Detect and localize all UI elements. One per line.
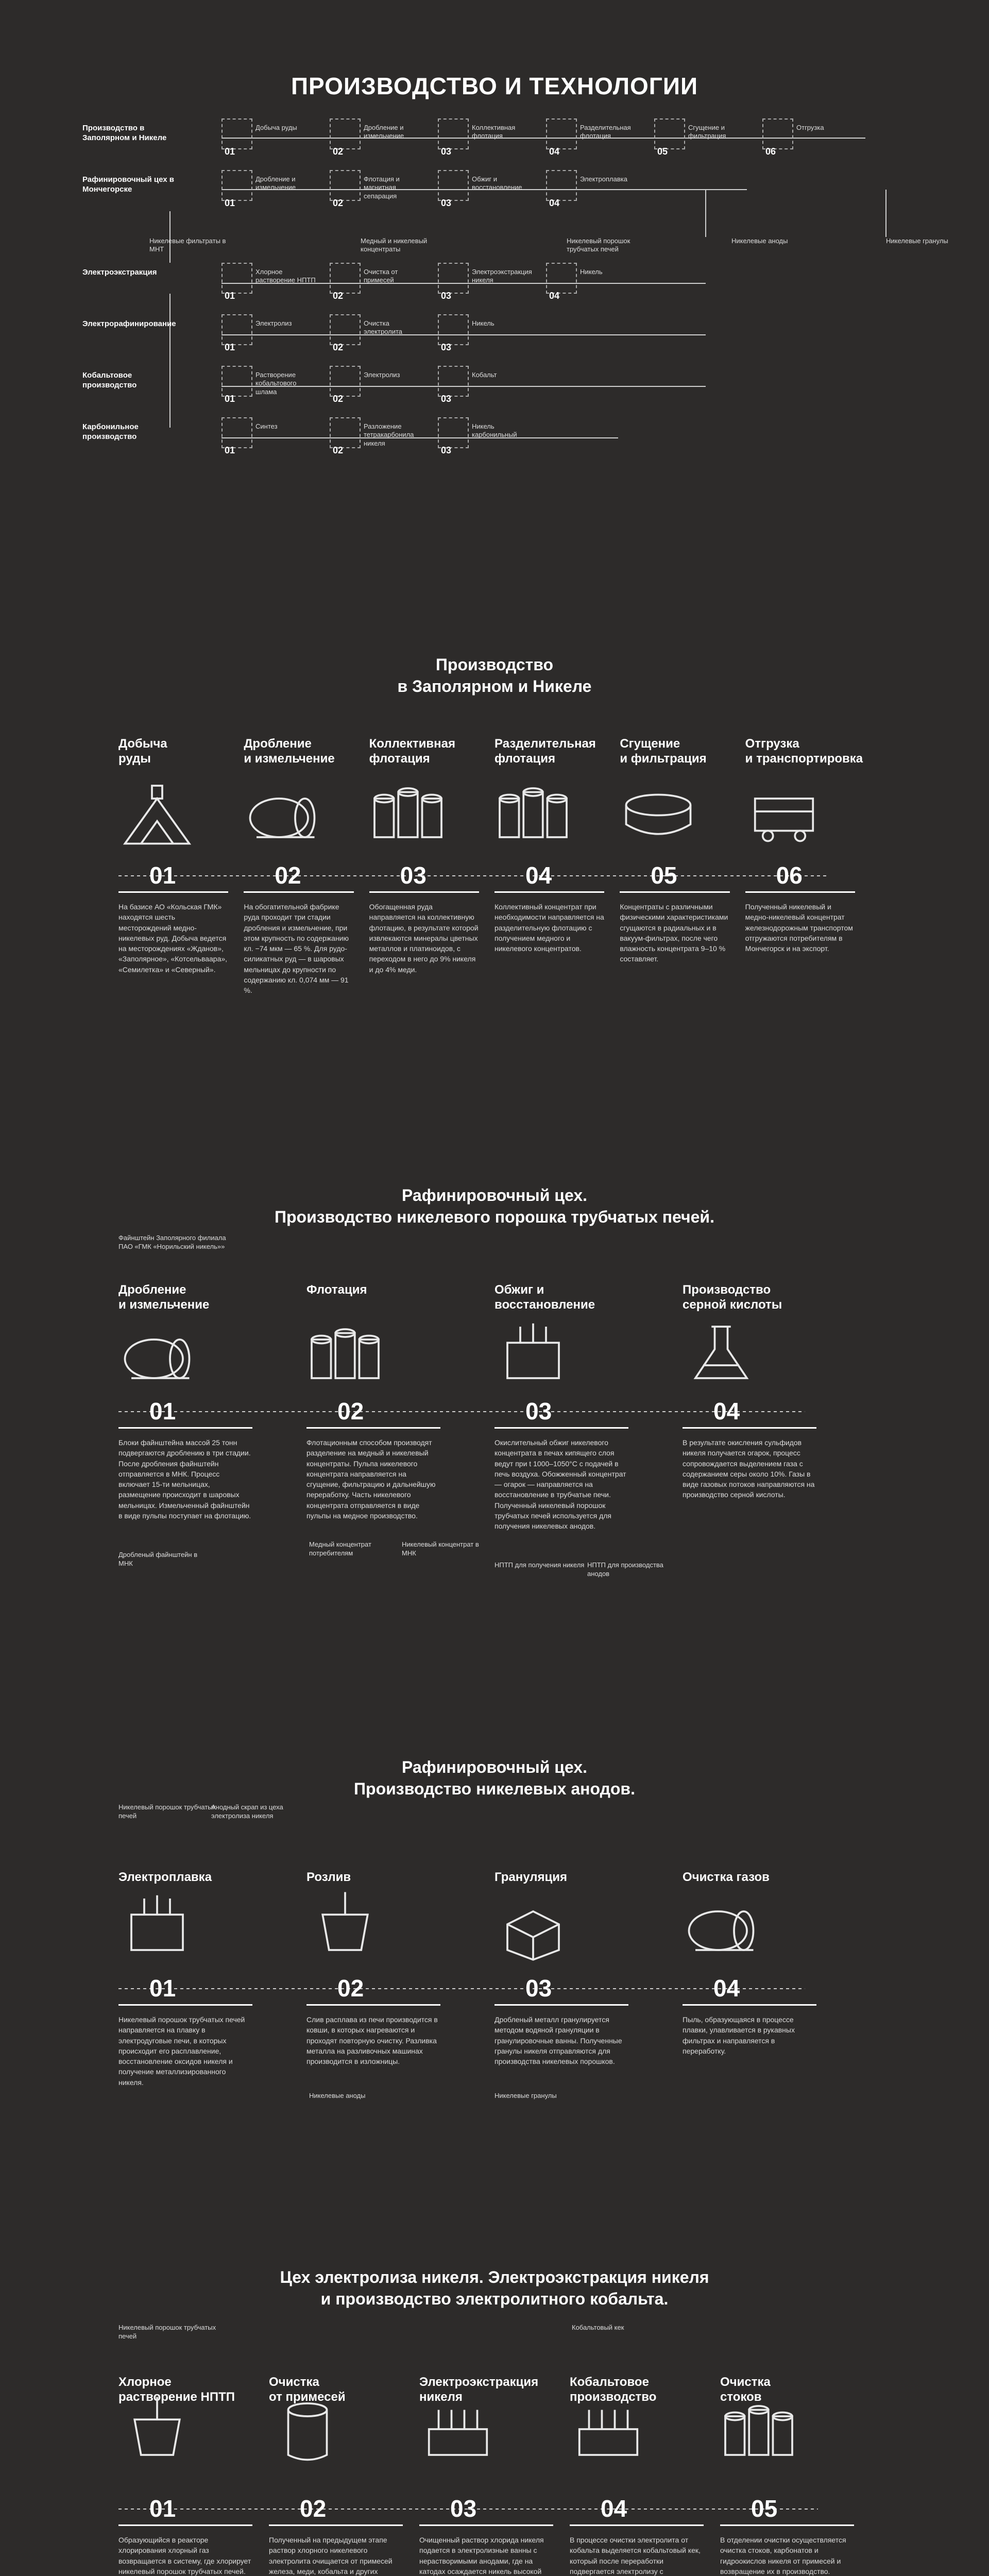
overview-step-label: Флотация и магнитная сепарация	[364, 175, 400, 200]
stage-icon	[720, 2391, 797, 2470]
stage-number: 04	[713, 1975, 740, 2002]
overview-step-icon	[221, 263, 252, 294]
stage-description: Образующийся в реакторе хлорирования хлорный газ возвращается в систему, где хлорирует никелевый порошок трубчатых печей.	[118, 2536, 251, 2575]
stage-number-box	[269, 2494, 403, 2526]
overview-step-number: 01	[225, 146, 235, 157]
overview-step-label: Хлорное растворение НПТП	[255, 268, 316, 284]
overview-step-label: Электролиз	[255, 319, 292, 327]
overview-note: Никелевые фильтраты в МНТ	[149, 237, 226, 253]
overview-step-label: Кобальт	[472, 371, 497, 379]
overview-step	[438, 170, 536, 206]
overview-row-label: Рафинировочный цех в Мончегорске	[82, 175, 174, 194]
stage-number: 01	[149, 2495, 176, 2522]
stage-description: Окислительный обжиг никелевого концентрата в печах кипящего слоя ведут при t 1000–1050°С с подачей в печь воздуха. Обожженный концентрат — огарок — направляется на восстановление в трубчатые печи. Полученный никелевый порошок трубчатых печей используется для получения никелевых анодов.	[494, 1438, 626, 1531]
stage-description: Полученный никелевый и медно-никелевый концентрат железнодорожным транспортом отгружаются потребителям в Мончегорск и на экспорт.	[745, 903, 853, 953]
output-note: НПТП для получения никеля	[494, 1561, 585, 1569]
stage-title: Грануляция	[494, 1870, 567, 1884]
stage-number: 06	[776, 862, 803, 889]
stage-description: Блоки файнштейна массой 25 тонн подвергаются дроблению в три стадии. После дробления файнштейн отправляется в МНК. Процесс включает 15-ти мельницах, размещение происходит в шаровых мельницах. Измельченный файнштейн в виде пульпы поступает на флотацию.	[118, 1438, 251, 1520]
overview-step-icon	[221, 314, 252, 345]
overview-step-label: Сгущение и фильтрация	[688, 124, 726, 140]
stage-number: 01	[149, 862, 176, 889]
section-anodes	[0, 1803, 989, 2123]
overview-row-label: Электрорафинирование	[82, 319, 176, 328]
stage-number-box	[118, 2494, 252, 2526]
stage-description: В процессе очистки электролита от кобальта выделяется кобальтовый кек, который после переработки подвергается электролизу с	[570, 2536, 701, 2575]
stage-title: Флотация	[306, 1283, 367, 1297]
overview-step-number: 02	[333, 146, 344, 157]
overview-step-icon	[654, 118, 685, 149]
overview-step-icon	[438, 118, 469, 149]
stage-number: 02	[300, 2495, 327, 2522]
overview-step-label: Дробление и измельчение	[255, 175, 296, 192]
stage-number: 04	[713, 1398, 740, 1425]
section-refinery-powder	[0, 1273, 989, 1592]
stage-title: Очистка стоков	[720, 2375, 771, 2404]
section-title-zapolyarny: Производство в Заполярном и Никеле	[397, 655, 592, 696]
stage-title: Кобальтовое производство	[570, 2375, 657, 2404]
stage-icon	[419, 2391, 497, 2470]
overview-step-number: 03	[441, 394, 452, 404]
stage-title: Хлорное растворение НПТП	[118, 2375, 235, 2404]
overview-step	[330, 263, 428, 299]
output-note: Никелевый концентрат в МНК	[402, 1540, 479, 1557]
overview-step-label: Электроэкстракция никеля	[472, 268, 532, 284]
stage-description: Полученный на предыдущем этапе раствор хлорного никелевого электролита очищается от примесей железа, меди, кобальта и других	[269, 2536, 393, 2575]
overview-step-icon	[330, 170, 361, 201]
overview-note: Медный и никелевый концентраты	[361, 237, 428, 253]
stage-number: 02	[275, 862, 301, 889]
input-note: Никелевый порошок трубчатых печей	[118, 2324, 216, 2340]
overview-step-number: 01	[225, 445, 235, 455]
overview-step-icon	[330, 263, 361, 294]
overview-step-icon	[330, 314, 361, 345]
overview-step	[221, 417, 319, 453]
section-title-anodes: Рафинировочный цех. Производство никелевых анодов.	[354, 1758, 635, 1798]
stage-number-box	[118, 1973, 252, 2006]
overview-step-number: 01	[225, 342, 235, 352]
stage-number-box	[369, 860, 479, 893]
overview-step-icon	[330, 417, 361, 448]
overview-step-icon	[546, 263, 577, 294]
stage-icon	[570, 2391, 647, 2470]
stage-number-box	[720, 2494, 854, 2526]
overview-step	[330, 170, 428, 206]
overview-step-label: Добыча руды	[255, 124, 297, 131]
overview-step	[221, 314, 319, 350]
stage-description: Пыль, образующаяся в процессе плавки, улавливается в рукавных фильтрах и направляется в переработку.	[683, 2015, 795, 2055]
stage-number: 01	[149, 1975, 176, 2002]
stage-number: 03	[525, 1398, 552, 1425]
overview-step	[546, 118, 644, 155]
overview-step-number: 02	[333, 342, 344, 352]
stage-description: Коллективный концентрат при необходимости направляется на разделительную флотацию с получением медного и никелевого концентратов.	[494, 903, 604, 953]
overview-step-icon	[330, 118, 361, 149]
overview-step	[762, 118, 860, 155]
overview-step	[438, 366, 536, 402]
section-title-refinery-powder: Рафинировочный цех. Производство никелевого порошка трубчатых печей.	[275, 1186, 714, 1226]
stage-number: 03	[525, 1975, 552, 2002]
stage-number-box	[118, 1396, 252, 1429]
stage-description: На обогатительной фабрике руда проходит три стадии дробления и измельчение, при этом крупность по содержанию кл. −74 мкм — 65 %. Для рудо-силикатных руд — в шаровых мельницах до крупности по содержанию кл. 0,074 мм — 91 %.	[244, 903, 349, 995]
overview-step	[221, 118, 319, 155]
overview-step-icon	[762, 118, 793, 149]
stage-title: Очистка газов	[683, 1870, 770, 1884]
overview-step-number: 02	[333, 198, 344, 208]
overview-step-number: 06	[765, 146, 776, 157]
overview-step	[221, 170, 319, 206]
overview-step	[546, 263, 644, 299]
stage-number: 03	[450, 2495, 477, 2522]
stage-number: 04	[525, 862, 552, 889]
overview-step-icon	[438, 417, 469, 448]
stage-icon	[494, 773, 572, 853]
overview-note: Никелевый порошок трубчатых печей	[567, 237, 630, 253]
stage-icon	[306, 1314, 384, 1394]
input-note: Кобальтовый кек	[572, 2324, 624, 2331]
overview-step-label: Растворение кобальтового шлама	[255, 371, 297, 396]
stage-icon	[369, 773, 447, 853]
stage-number-box	[494, 1973, 628, 2006]
output-note: НПТП для производства анодов	[587, 1561, 663, 1578]
stage-title: Обжиг и восстановление	[494, 1283, 595, 1312]
stage-description: Флотационным способом производят разделение на медный и никелевый концентраты. Пульпа никелевого концентрата направляется на сгущение, фильтрацию и дальнейшую переработку. Часть никелевого концентрата отправляется в виде пульпы на медное производство.	[306, 1438, 436, 1520]
overview-step-number: 01	[225, 198, 235, 208]
stage-title: Дробление и измельчение	[244, 737, 335, 766]
overview-step-number: 03	[441, 342, 452, 352]
overview-step-number: 03	[441, 291, 452, 301]
overview-step	[330, 366, 428, 402]
overview-row-label: Карбонильное производство	[82, 422, 139, 441]
overview-step-number: 01	[225, 291, 235, 301]
stage-number: 05	[651, 862, 677, 889]
left-output-note: Дробленый файнштейн в МНК	[118, 1551, 198, 1567]
output-note: Никелевые аноды	[309, 2092, 366, 2099]
overview-step-number: 01	[225, 394, 235, 404]
stage-icon	[118, 2391, 196, 2470]
overview-step	[654, 118, 752, 155]
stage-number-box	[306, 1396, 440, 1429]
overview-step	[330, 314, 428, 350]
overview-step	[221, 263, 319, 299]
stage-icon	[118, 1314, 196, 1394]
stage-number-box	[494, 860, 604, 893]
overview-row-label: Электроэкстракция	[82, 268, 157, 277]
input-note: Анодный скрап из цеха электролиза никеля	[211, 1803, 283, 1820]
stage-number-box	[745, 860, 855, 893]
stage-description: В результате окисления сульфидов никеля получается огарок, процесс сопровождается выделением газа с содержанием серы около 10%. Газы в виде газовых потоков направляются на производство серной кислоты.	[683, 1438, 815, 1499]
overview-step-label: Обжиг и восстановление	[472, 175, 522, 192]
output-note: Никелевые гранулы	[494, 2092, 557, 2099]
stage-title: Электроэкстракция никеля	[419, 2375, 539, 2404]
overview-note: Никелевые гранулы	[886, 237, 948, 245]
stage-number-box	[683, 1396, 816, 1429]
overview-row-label: Производство в Заполярном и Никеле	[82, 124, 167, 142]
stage-title: Отгрузка и транспортировка	[745, 737, 863, 766]
stage-description: Дробленый металл гранулируется методом водяной грануляции в гранулировочные ванны. Полученные гранулы никеля отправляются для производства никелевых порошков.	[494, 2015, 622, 2066]
overview-step-label: Никель	[472, 319, 494, 327]
overview-step-icon	[438, 366, 469, 397]
overview-step	[330, 417, 428, 453]
overview-step-label: Очистка от примесей	[364, 268, 398, 284]
overview-step-number: 03	[441, 198, 452, 208]
section-zapolyarny	[0, 737, 989, 1005]
overview-step-label: Никель карбонильный	[472, 422, 517, 439]
intro-note: Файнштейн Заполярного филиала ПАО «ГМК «Норильский никель»»	[118, 1234, 226, 1250]
stage-number-box	[306, 1973, 440, 2006]
overview-step	[330, 118, 428, 155]
stage-description: В отделении очистки осуществляется очистка стоков, карбонатов и гидроокислов никеля от примесей и возвращение их в производство.	[720, 2536, 846, 2575]
overview-step-number: 03	[441, 445, 452, 455]
stage-number: 02	[337, 1398, 364, 1425]
stage-number-box	[118, 860, 228, 893]
stage-title: Разделительная флотация	[494, 737, 596, 766]
stage-icon	[683, 1886, 760, 1965]
stage-icon	[306, 1886, 384, 1965]
stage-icon	[683, 1314, 760, 1394]
overview-step-label: Разделительная флотация	[580, 124, 631, 140]
page-title: ПРОИЗВОДСТВО И ТЕХНОЛОГИИ	[291, 73, 698, 99]
stage-description: Никелевый порошок трубчатых печей направляется на плавку в электродуговые печи, в которых происходит его расплавление, восстановление оксидов никеля и получение металлизированного никеля.	[118, 2015, 245, 2087]
stage-icon	[620, 773, 697, 853]
overview-step-label: Дробление и измельчение	[364, 124, 404, 140]
section-electroextraction	[0, 2324, 989, 2576]
overview-step-label: Очистка электролита	[364, 319, 403, 336]
overview-step	[221, 366, 319, 402]
overview-step-icon	[221, 118, 252, 149]
overview-step-icon	[221, 417, 252, 448]
overview-step-number: 04	[549, 198, 560, 208]
overview-step-icon	[330, 366, 361, 397]
stage-title: Розлив	[306, 1870, 351, 1884]
overview-step-icon	[546, 170, 577, 201]
overview-step	[546, 170, 644, 206]
stage-number-box	[570, 2494, 704, 2526]
overview-step-icon	[546, 118, 577, 149]
stage-title: Добыча руды	[118, 737, 167, 766]
stage-title: Дробление и измельчение	[118, 1283, 210, 1312]
stage-description: Очищенный раствор хлорида никеля подается в электролизные ванны с нерастворимыми анодами, где на катодах осаждается никель высокой	[419, 2536, 544, 2575]
stage-icon	[494, 1314, 572, 1394]
stage-icon	[118, 773, 196, 853]
overview-step-icon	[438, 170, 469, 201]
overview-step-number: 02	[333, 291, 344, 301]
stage-title: Коллективная флотация	[369, 737, 456, 766]
overview-step-label: Отгрузка	[796, 124, 824, 131]
stage-icon	[244, 773, 321, 853]
overview-step-label: Никель	[580, 268, 603, 276]
overview-step-label: Синтез	[255, 422, 278, 430]
overview-step-label: Электролиз	[364, 371, 400, 379]
stage-number-box	[620, 860, 729, 893]
overview-diagram	[0, 108, 989, 500]
overview-step-label: Электроплавка	[580, 175, 627, 183]
overview-step	[438, 118, 536, 155]
stage-number-box	[419, 2494, 553, 2526]
stage-number: 04	[601, 2495, 627, 2522]
stage-title: Сгущение и фильтрация	[620, 737, 707, 766]
overview-step-icon	[438, 314, 469, 345]
stage-description: На базисе АО «Кольская ГМК» находятся шесть месторождений медно-никелевых руд. Добыча ведется на месторождениях «Жданов», «Заполярное», «Котсельваара», «Семилетка» и «Северный».	[118, 903, 228, 974]
overview-step-number: 05	[657, 146, 668, 157]
stage-number: 03	[400, 862, 427, 889]
stage-number-box	[683, 1973, 816, 2006]
overview-step	[438, 263, 536, 299]
overview-step-number: 04	[549, 291, 560, 301]
overview-step	[438, 314, 536, 350]
overview-step-label: Коллективная флотация	[472, 124, 516, 140]
overview-step-number: 02	[333, 394, 344, 404]
stage-icon	[269, 2391, 346, 2470]
stage-icon	[745, 773, 823, 853]
stage-number: 01	[149, 1398, 176, 1425]
section-title-electroextraction: Цех электролиза никеля. Электроэкстракция никеля и производство электролитного кобальта.	[280, 2268, 709, 2308]
overview-step-icon	[221, 170, 252, 201]
stage-icon	[118, 1886, 196, 1965]
overview-note: Никелевые аноды	[731, 237, 788, 245]
overview-step-number: 03	[441, 146, 452, 157]
stage-icon	[494, 1886, 572, 1965]
stage-title: Электроплавка	[118, 1870, 212, 1884]
stage-number-box	[244, 860, 353, 893]
overview-step-icon	[221, 366, 252, 397]
overview-row-label: Кобальтовое производство	[82, 371, 137, 389]
output-note: Медный концентрат потребителям	[309, 1540, 371, 1557]
overview-step-number: 04	[549, 146, 560, 157]
stage-title: Производство серной кислоты	[683, 1283, 782, 1312]
overview-step-label: Разложение тетракарбонила никеля	[364, 422, 414, 447]
overview-step-icon	[438, 263, 469, 294]
stage-title: Очистка от примесей	[269, 2375, 346, 2404]
stage-description: Слив расплава из печи производится в ковши, в которых нагреваются и проходят повторную очистку. Разливка металла на разливочных машинах производится в изложницы.	[306, 2015, 438, 2066]
stage-description: Обогащенная руда направляется на коллективную флотацию, в результате которой извлекаются минералы цветных металлов и платиноидов, с переходом в него до 9% никеля и до 4% меди.	[369, 903, 479, 974]
input-note: Никелевый порошок трубчатых печей	[118, 1803, 216, 1820]
stage-number: 05	[751, 2495, 778, 2522]
overview-step-number: 02	[333, 445, 344, 455]
stage-description: Концентраты с различными физическими характеристиками сгущаются в радиальных и в вакуум-фильтрах, после чего влажность концентрата 9–10 % составляет.	[620, 903, 728, 963]
stage-number: 02	[337, 1975, 364, 2002]
overview-step	[438, 417, 536, 453]
stage-number-box	[494, 1396, 628, 1429]
